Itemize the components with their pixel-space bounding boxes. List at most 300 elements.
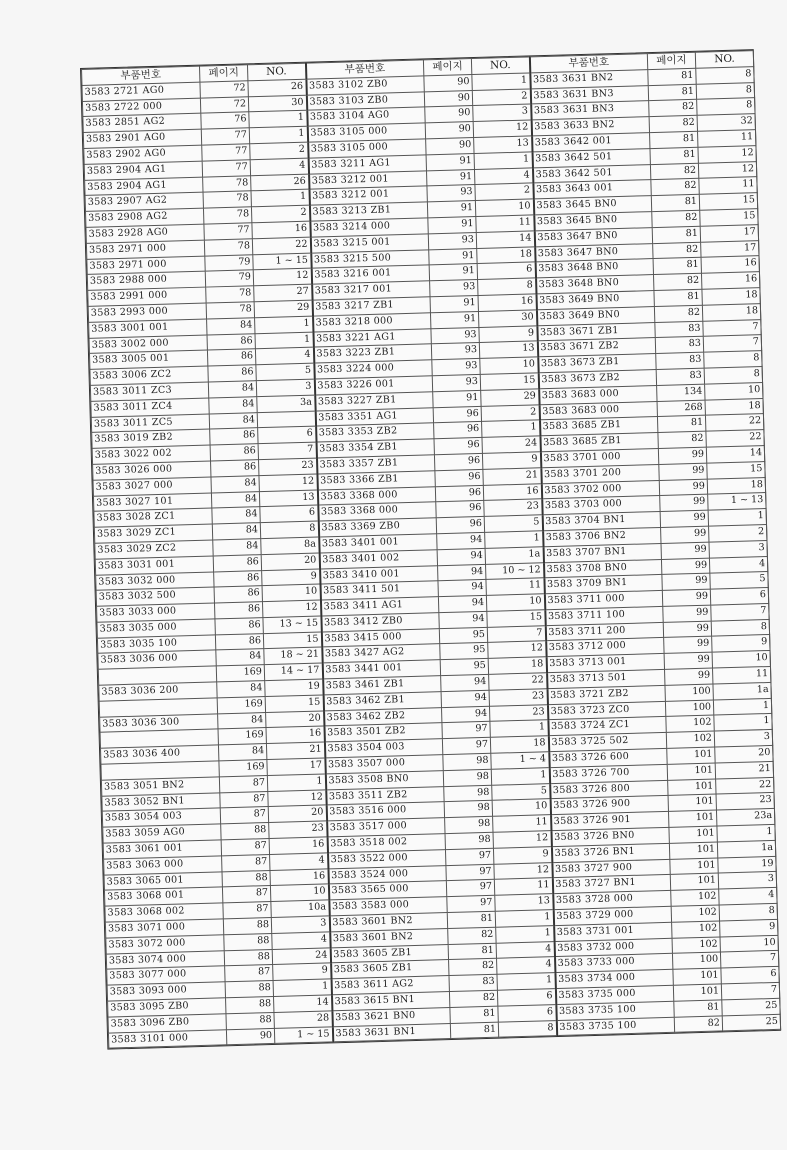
part-number-cell: 3583 3462 ZB2 <box>324 707 442 726</box>
page-cell: 87 <box>222 886 270 903</box>
no-cell: 13 <box>495 894 553 911</box>
part-number-cell: 3583 3701 000 <box>540 448 658 467</box>
part-number-cell: 3583 2993 000 <box>88 303 206 322</box>
page-cell: 88 <box>226 1012 274 1029</box>
page-cell: 98 <box>443 769 491 786</box>
part-number-cell: 3583 3054 003 <box>102 808 220 827</box>
no-cell: 23 <box>259 458 317 475</box>
part-number-cell: 3583 3033 000 <box>97 603 215 622</box>
page-cell: 81 <box>653 258 701 275</box>
part-number-cell: 3583 2907 AG2 <box>85 192 203 211</box>
part-number-cell: 3583 3353 ZB2 <box>316 423 434 442</box>
no-cell: 1 <box>249 126 307 143</box>
part-number-cell: 3583 3001 001 <box>89 319 207 338</box>
no-header: NO. <box>695 51 753 68</box>
page-cell: 98 <box>444 801 492 818</box>
part-number-cell: 3583 2971 000 <box>86 240 204 259</box>
no-cell: 16 <box>252 221 310 238</box>
no-cell: 9 <box>262 569 320 586</box>
no-cell: 1 <box>273 979 331 996</box>
part-number-cell: 3583 2904 AG1 <box>84 161 202 180</box>
page-cell: 87 <box>221 839 269 856</box>
page-cell: 87 <box>225 965 273 982</box>
page-cell: 76 <box>201 112 249 129</box>
page-cell: 78 <box>203 191 251 208</box>
no-cell: 14 <box>476 231 534 248</box>
part-number-cell: 3583 3727 BN1 <box>552 875 670 894</box>
no-cell: 8 <box>704 351 762 368</box>
no-cell: 14 ~ 17 <box>264 663 322 680</box>
part-number-cell: 3583 3735 100 <box>556 1001 674 1020</box>
no-cell: 1 <box>485 531 543 548</box>
page-cell: 91 <box>427 201 475 218</box>
part-number-cell: 3583 3631 BN2 <box>530 69 648 88</box>
part-number-cell: 3583 2991 000 <box>88 287 206 306</box>
part-number-cell: 3583 3518 002 <box>327 834 445 853</box>
no-cell: 19 <box>718 856 776 873</box>
part-number-cell: 3583 3517 000 <box>327 818 445 837</box>
no-cell: 5 <box>710 572 768 589</box>
no-cell: 10a <box>271 900 329 917</box>
part-number-cell: 3583 2928 AG0 <box>86 224 204 243</box>
page-cell: 72 <box>200 96 248 113</box>
no-cell: 7 <box>703 335 761 352</box>
part-number-header: 부품번호 <box>82 66 200 85</box>
no-cell: 7 <box>711 603 769 620</box>
page-cell: 77 <box>202 144 250 161</box>
part-number-cell: 3583 3026 000 <box>93 461 211 480</box>
no-cell: 11 <box>493 815 551 832</box>
page-cell: 87 <box>220 807 268 824</box>
page-cell: 81 <box>450 1006 498 1023</box>
part-number-cell: 3583 3036 000 <box>98 650 216 669</box>
part-number-cell: 3583 3212 001 <box>309 170 427 189</box>
part-number-cell: 3583 3005 001 <box>89 350 207 369</box>
page-cell: 86 <box>207 349 255 366</box>
page-cell: 82 <box>654 305 702 322</box>
no-cell: 12 <box>268 790 326 807</box>
no-cell: 30 <box>248 95 306 112</box>
page-cell: 84 <box>209 412 257 429</box>
page-cell: 91 <box>429 248 477 265</box>
part-number-cell: 3583 3706 BN2 <box>543 527 661 546</box>
no-cell: 22 <box>706 430 764 447</box>
part-number-cell: 3583 3401 001 <box>319 534 437 553</box>
no-cell: 10 <box>480 357 538 374</box>
part-number-cell: 3583 3601 BN2 <box>329 913 447 932</box>
page-cell: 83 <box>655 337 703 354</box>
no-cell: 1 <box>267 774 325 791</box>
page-cell: 84 <box>208 381 256 398</box>
page-cell: 78 <box>204 239 252 256</box>
no-cell: 21 <box>483 468 541 485</box>
no-cell: 17 <box>267 758 325 775</box>
part-number-cell: 3583 3711 100 <box>545 606 663 625</box>
no-cell: 2 <box>250 142 308 159</box>
part-number-cell: 3583 3726 BN0 <box>551 827 669 846</box>
part-number-cell: 3583 3647 BN0 <box>534 227 652 246</box>
page-cell: 91 <box>429 264 477 281</box>
part-number-cell: 3583 3729 000 <box>553 906 671 925</box>
no-cell: 13 <box>479 341 537 358</box>
no-cell: 18 <box>702 303 760 320</box>
no-cell: 1 ~ 13 <box>708 493 766 510</box>
no-cell: 8 <box>697 98 755 115</box>
part-number-cell: 3583 3647 BN0 <box>535 243 653 262</box>
page-cell: 78 <box>206 302 254 319</box>
page-cell: 82 <box>649 100 697 117</box>
page-cell: 84 <box>212 507 260 524</box>
part-number-cell: 3583 3214 000 <box>310 218 428 237</box>
page-cell: 101 <box>673 984 721 1001</box>
part-number-cell: 3583 3673 ZB2 <box>538 369 656 388</box>
page-cell: 134 <box>657 384 705 401</box>
no-cell: 23 <box>489 689 547 706</box>
no-cell: 4 <box>255 347 313 364</box>
page-cell: 90 <box>425 106 473 123</box>
no-cell: 25 <box>722 998 780 1015</box>
no-cell: 9 <box>712 635 770 652</box>
no-cell: 16 <box>266 726 324 743</box>
page-cell: 81 <box>657 416 705 433</box>
part-number-cell: 3583 3022 002 <box>92 445 210 464</box>
no-cell: 29 <box>254 300 312 317</box>
no-cell: 15 <box>487 610 545 627</box>
no-cell: 1 <box>714 714 772 731</box>
part-number-cell: 3583 3649 BN0 <box>536 291 654 310</box>
no-cell: 8a <box>261 537 319 554</box>
part-number-cell: 3583 3102 ZB0 <box>306 76 424 95</box>
no-cell: 9 <box>479 325 537 342</box>
page-cell: 96 <box>435 469 483 486</box>
no-cell: 1 <box>249 111 307 128</box>
no-cell: 18 <box>702 288 760 305</box>
part-number-cell: 3583 3368 000 <box>317 486 435 505</box>
page-header: 페이지 <box>423 59 471 76</box>
no-cell: 12 <box>253 268 311 285</box>
no-cell: 1 <box>713 698 771 715</box>
page-cell: 81 <box>648 84 696 101</box>
part-number-cell: 3583 3726 900 <box>550 796 668 815</box>
part-number-cell: 3583 3731 001 <box>554 922 672 941</box>
no-header: NO. <box>247 63 305 80</box>
part-number-cell: 3583 3724 ZC1 <box>548 717 666 736</box>
no-cell: 3 <box>709 540 767 557</box>
no-cell: 22 <box>705 414 763 431</box>
no-cell: 22 <box>252 237 310 254</box>
no-cell: 22 <box>716 777 774 794</box>
no-cell: 11 <box>486 578 544 595</box>
page-cell: 93 <box>428 232 476 249</box>
part-number-cell: 3583 3369 ZB0 <box>318 518 436 537</box>
page-cell: 77 <box>201 128 249 145</box>
page-cell: 94 <box>437 532 485 549</box>
part-number-cell: 3583 3221 AG1 <box>313 328 431 347</box>
no-cell: 20 <box>268 805 326 822</box>
page-cell: 86 <box>215 617 263 634</box>
part-number-cell: 3583 3227 ZB1 <box>315 392 433 411</box>
page-cell: 97 <box>442 722 490 739</box>
part-number-cell: 3583 3027 000 <box>93 477 211 496</box>
no-cell: 19 <box>265 679 323 696</box>
no-cell: 23 <box>269 821 327 838</box>
page-cell: 100 <box>665 700 713 717</box>
part-number-cell: 3583 3105 000 <box>308 139 426 158</box>
page-header: 페이지 <box>647 52 695 69</box>
page-cell: 95 <box>440 659 488 676</box>
part-number-cell: 3583 3713 001 <box>546 654 664 673</box>
page-cell: 102 <box>672 937 720 954</box>
page-cell: 100 <box>672 952 720 969</box>
part-number-cell: 3583 3068 002 <box>105 903 223 922</box>
no-cell: 12 <box>698 161 756 178</box>
part-number-cell: 3583 3462 ZB1 <box>323 692 441 711</box>
part-number-cell: 3583 3101 000 <box>108 1029 226 1048</box>
part-number-cell: 3583 3011 ZC3 <box>90 382 208 401</box>
page-cell: 79 <box>205 270 253 287</box>
page-cell: 99 <box>664 637 712 654</box>
part-number-cell: 3583 3217 ZB1 <box>312 297 430 316</box>
page-cell: 72 <box>200 81 248 98</box>
page-cell: 83 <box>655 321 703 338</box>
page-cell: 169 <box>216 665 264 682</box>
no-cell: 7 <box>720 951 778 968</box>
no-cell: 6 <box>497 989 555 1006</box>
part-number-cell: 3583 3701 200 <box>541 464 659 483</box>
no-cell: 12 <box>494 862 552 879</box>
no-cell: 14 <box>273 995 331 1012</box>
no-cell: 10 <box>712 651 770 668</box>
no-cell: 3 <box>718 872 776 889</box>
page-cell: 83 <box>656 368 704 385</box>
page-cell: 99 <box>661 558 709 575</box>
page-cell: 169 <box>218 728 266 745</box>
page-cell: 81 <box>654 289 702 306</box>
no-cell: 23 <box>489 704 547 721</box>
no-cell: 1a <box>485 546 543 563</box>
page-cell: 84 <box>211 475 259 492</box>
page-cell: 84 <box>209 396 257 413</box>
no-cell: 23 <box>484 499 542 516</box>
page-cell: 99 <box>659 479 707 496</box>
part-number-cell: 3583 3213 ZB1 <box>309 202 427 221</box>
part-number-cell: 3583 3401 002 <box>319 549 437 568</box>
part-number-cell: 3583 3645 BN0 <box>534 212 652 231</box>
page-cell: 77 <box>202 160 250 177</box>
page-cell: 100 <box>665 684 713 701</box>
page-cell: 101 <box>667 747 715 764</box>
page-cell: 86 <box>211 460 259 477</box>
no-cell: 12 <box>488 641 546 658</box>
page-cell: 78 <box>203 175 251 192</box>
page-cell: 99 <box>661 542 709 559</box>
page-cell: 86 <box>210 428 258 445</box>
no-cell: 12 <box>262 600 320 617</box>
no-cell: 10 <box>270 884 328 901</box>
no-cell: 1 <box>255 332 313 349</box>
no-cell: 1 ~ 15 <box>274 1026 332 1043</box>
page-cell: 99 <box>662 573 710 590</box>
no-cell: 4 <box>719 888 777 905</box>
page-cell: 169 <box>219 760 267 777</box>
part-number-cell: 3583 3103 ZB0 <box>306 91 424 110</box>
part-number-cell: 3583 2851 AG2 <box>83 114 201 133</box>
part-number-cell: 3583 3726 901 <box>551 812 669 831</box>
page-cell: 84 <box>217 681 265 698</box>
page-cell: 94 <box>438 580 486 597</box>
page-cell: 98 <box>443 753 491 770</box>
page-cell: 90 <box>226 1028 274 1045</box>
page-cell: 87 <box>220 791 268 808</box>
no-cell: 6 <box>258 426 316 443</box>
page-cell: 83 <box>449 974 497 991</box>
part-number-cell: 3583 3671 ZB2 <box>537 338 655 357</box>
page-cell: 82 <box>658 431 706 448</box>
part-number-cell: 3583 3524 000 <box>328 865 446 884</box>
part-number-cell: 3583 3011 ZC5 <box>91 414 209 433</box>
part-number-cell: 3583 3723 ZC0 <box>547 701 665 720</box>
page-cell: 97 <box>442 738 490 755</box>
page-cell: 82 <box>449 990 497 1007</box>
no-cell: 6 <box>710 588 768 605</box>
part-number-cell: 3583 3216 001 <box>311 265 429 284</box>
no-cell: 11 <box>476 215 534 232</box>
page-cell: 93 <box>431 327 479 344</box>
no-cell: 1 ~ 4 <box>491 752 549 769</box>
no-cell: 21 <box>266 742 324 759</box>
part-number-cell: 3583 3052 BN1 <box>102 793 220 812</box>
no-cell: 20 <box>261 553 319 570</box>
no-cell: 5 <box>256 363 314 380</box>
no-cell: 6 <box>260 505 318 522</box>
page-cell: 97 <box>447 895 495 912</box>
part-number-cell: 3583 3642 501 <box>532 164 650 183</box>
part-number-cell: 3583 3735 100 <box>556 1017 674 1036</box>
no-cell: 21 <box>715 761 773 778</box>
no-cell: 3 <box>714 730 772 747</box>
no-cell: 11 <box>698 130 756 147</box>
part-number-header: 부품번호 <box>529 54 647 73</box>
no-cell: 3 <box>256 379 314 396</box>
no-cell: 15 <box>700 209 758 226</box>
part-number-cell: 3583 3725 502 <box>548 733 666 752</box>
no-cell: 26 <box>251 174 309 191</box>
part-number-cell: 3583 3631 BN3 <box>531 101 649 120</box>
page-cell: 81 <box>448 943 496 960</box>
page-cell: 81 <box>650 147 698 164</box>
part-number-cell: 3583 3461 ZB1 <box>323 676 441 695</box>
page-cell: 81 <box>674 1000 722 1017</box>
page-cell: 102 <box>672 921 720 938</box>
no-cell: 28 <box>274 1011 332 1028</box>
page-cell: 81 <box>651 194 699 211</box>
no-cell: 24 <box>272 947 330 964</box>
no-cell: 30 <box>478 310 536 327</box>
page-cell: 101 <box>673 968 721 985</box>
no-cell: 18 <box>477 246 535 263</box>
no-cell: 10 <box>720 935 778 952</box>
no-header: NO. <box>471 57 529 74</box>
page-cell: 82 <box>650 163 698 180</box>
no-cell: 26 <box>248 79 306 96</box>
part-number-cell: 3583 3735 000 <box>555 985 673 1004</box>
no-cell: 22 <box>489 673 547 690</box>
page-cell: 86 <box>208 365 256 382</box>
no-cell: 6 <box>721 967 779 984</box>
part-number-cell: 3583 3711 000 <box>544 591 662 610</box>
page-cell: 82 <box>653 273 701 290</box>
part-number-cell: 3583 3035 100 <box>97 635 215 654</box>
part-number-cell: 3583 3065 001 <box>104 871 222 890</box>
page-cell: 86 <box>214 570 262 587</box>
page-cell: 82 <box>649 115 697 132</box>
page-cell: 95 <box>439 627 487 644</box>
part-number-cell: 3583 3036 200 <box>99 682 217 701</box>
part-number-cell: 3583 3063 000 <box>104 856 222 875</box>
part-number-cell: 3583 3035 000 <box>97 619 215 638</box>
part-number-cell: 3583 3712 000 <box>546 638 664 657</box>
part-number-cell: 3583 3611 AG2 <box>331 976 449 995</box>
page-cell: 94 <box>439 611 487 628</box>
no-cell: 8 <box>696 82 754 99</box>
page-cell: 93 <box>432 359 480 376</box>
part-number-cell: 3583 3565 000 <box>328 881 446 900</box>
page-cell: 88 <box>223 918 271 935</box>
page-cell: 84 <box>213 539 261 556</box>
part-number-cell: 3583 3096 ZB0 <box>108 1014 226 1033</box>
part-number-cell: 3583 3366 ZB1 <box>317 470 435 489</box>
no-cell: 11 <box>713 667 771 684</box>
part-number-cell: 3583 3027 101 <box>93 493 211 512</box>
no-cell: 2 <box>475 183 533 200</box>
part-number-cell: 3583 3011 ZC4 <box>91 398 209 417</box>
part-number-cell: 3583 2901 AG0 <box>83 129 201 148</box>
part-number-cell: 3583 2721 AG0 <box>82 82 200 101</box>
part-number-cell: 3583 3029 ZC1 <box>94 524 212 543</box>
no-cell: 9 <box>720 919 778 936</box>
page-cell: 86 <box>214 602 262 619</box>
page-cell: 77 <box>204 223 252 240</box>
page-cell: 81 <box>652 226 700 243</box>
page-cell: 88 <box>224 933 272 950</box>
part-number-cell: 3583 3410 001 <box>320 565 438 584</box>
no-cell: 20 <box>715 745 773 762</box>
part-number-cell: 3583 3415 000 <box>321 628 439 647</box>
part-number-cell: 3583 3508 BN0 <box>325 770 443 789</box>
page-cell: 97 <box>446 864 494 881</box>
no-cell: 8 <box>498 1020 556 1037</box>
part-number-cell: 3583 3215 500 <box>311 249 429 268</box>
part-number-cell: 3583 3211 AG1 <box>308 155 426 174</box>
part-number-cell: 3583 3726 800 <box>550 780 668 799</box>
no-cell: 2 <box>709 524 767 541</box>
no-cell: 1 <box>482 420 540 437</box>
part-number-cell: 3583 3516 000 <box>326 802 444 821</box>
page-cell: 101 <box>670 873 718 890</box>
page-cell: 95 <box>440 643 488 660</box>
part-number-cell: 3583 3709 BN1 <box>544 575 662 594</box>
part-number-cell: 3583 3726 700 <box>549 764 667 783</box>
part-number-cell: 3583 3642 501 <box>532 148 650 167</box>
page-cell: 98 <box>445 817 493 834</box>
page-cell: 82 <box>674 1016 722 1033</box>
part-number-cell: 3583 3713 501 <box>547 669 665 688</box>
page-cell: 82 <box>448 927 496 944</box>
no-cell: 5 <box>492 783 550 800</box>
no-cell: 18 <box>707 477 765 494</box>
no-cell: 4 <box>474 167 532 184</box>
page-cell: 102 <box>666 716 714 733</box>
